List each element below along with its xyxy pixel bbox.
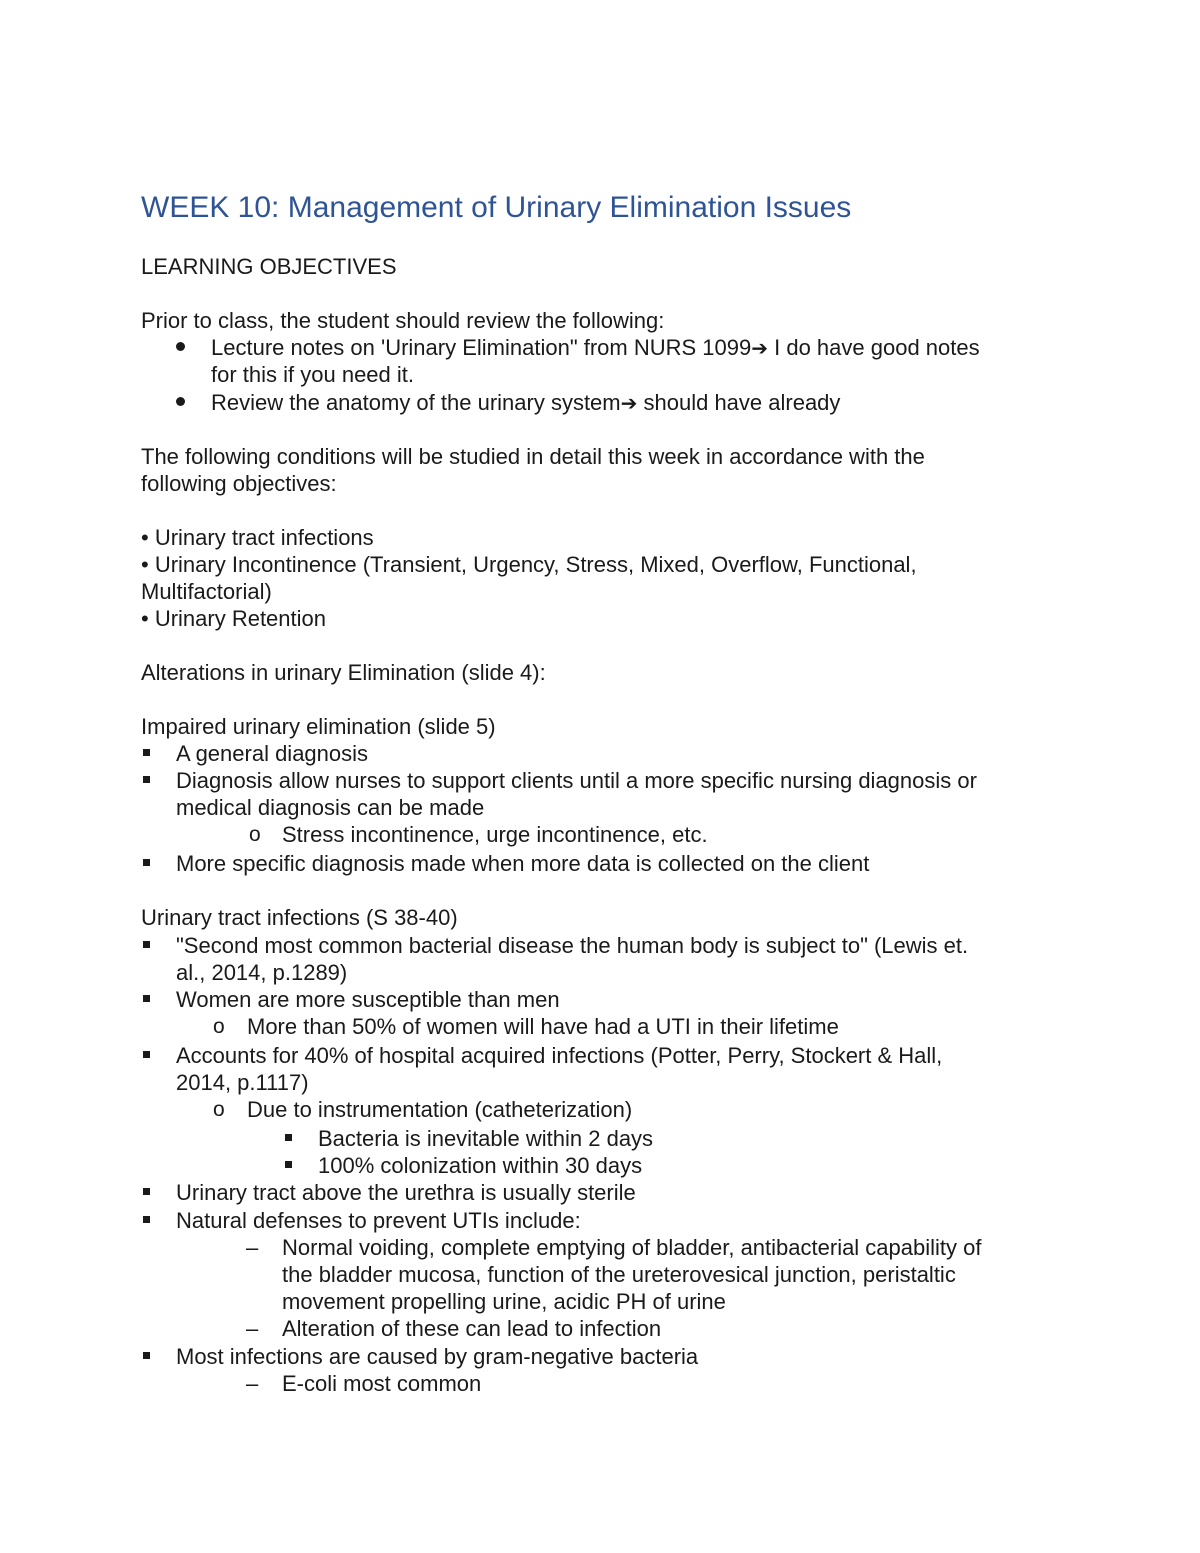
uti-item: Natural defenses to prevent UTIs include: [176, 1208, 581, 1233]
uti-bacteria-note: E-coli most common [282, 1371, 482, 1396]
uti-defense: Alteration of these can lead to infection [282, 1316, 662, 1341]
uti-item: Most infections are caused by gram-negative bacteria [176, 1344, 699, 1369]
condition-item: • Urinary Incontinence (Transient, Urgency, Stress, Mixed, Overflow, Functional, [141, 552, 917, 577]
bullet-square [143, 941, 150, 948]
learning-objectives-heading: LEARNING OBJECTIVES [141, 254, 397, 279]
impaired-subitem: Stress incontinence, urge incontinence, etc. [282, 822, 708, 847]
impaired-item-cont: medical diagnosis can be made [176, 795, 485, 820]
bullet-square [285, 1134, 292, 1141]
uti-heading: Urinary tract infections (S 38-40) [141, 905, 458, 930]
prior-item-1-text: Lecture notes on 'Urinary Elimination" from NURS 1099 [211, 335, 752, 360]
uti-item: Accounts for 40% of hospital acquired infections (Potter, Perry, Stockert & Hall, [176, 1043, 943, 1068]
bullet-square [143, 1051, 150, 1058]
bullet-square [285, 1161, 292, 1168]
uti-defense: Normal voiding, complete emptying of bladder, antibacterial capability of [282, 1235, 982, 1260]
arrow-icon: ➔ [620, 391, 638, 415]
uti-item: Women are more susceptible than men [176, 987, 560, 1012]
arrow-icon: ➔ [751, 336, 769, 360]
prior-item-1-note: I do have good notes [768, 335, 980, 360]
prior-item-1 [211, 334, 980, 362]
bullet-dot [176, 397, 185, 406]
condition-item: • Urinary Retention [141, 606, 327, 631]
bullet-square [143, 859, 150, 866]
page-title: WEEK 10: Management of Urinary Elimination Issues [141, 191, 852, 224]
condition-item-cont: Multifactorial) [141, 579, 272, 604]
prior-item-2 [211, 389, 840, 417]
uti-item: "Second most common bacterial disease the human body is subject to" (Lewis et. [176, 933, 969, 958]
impaired-heading: Impaired urinary elimination (slide 5) [141, 714, 496, 739]
bullet-square [143, 749, 150, 756]
dash-marker: – [246, 1371, 259, 1396]
bullet-square [143, 776, 150, 783]
uti-defense-cont: the bladder mucosa, function of the ureterovesical junction, peristaltic [282, 1262, 956, 1287]
sub-bullet-marker: o [213, 1098, 225, 1121]
uti-item-cont: 2014, p.1117) [176, 1070, 309, 1095]
bullet-square [143, 995, 150, 1002]
prior-item-2-text: Review the anatomy of the urinary system [211, 390, 621, 415]
prior-item-1-cont: for this if you need it. [211, 362, 414, 387]
conditions-intro-1: The following conditions will be studied in detail this week in accordance with the [141, 444, 925, 469]
uti-item: Urinary tract above the urethra is usually sterile [176, 1180, 636, 1205]
bullet-dot [176, 342, 185, 351]
impaired-item: Diagnosis allow nurses to support clients until a more specific nursing diagnosis or [176, 768, 977, 793]
dash-marker: – [246, 1316, 259, 1341]
prior-item-2-note: should have already [637, 390, 841, 415]
uti-item-cont: al., 2014, p.1289) [176, 960, 348, 985]
bullet-square [143, 1188, 150, 1195]
impaired-item: More specific diagnosis made when more data is collected on the client [176, 851, 870, 876]
prior-intro: Prior to class, the student should review the following: [141, 308, 665, 333]
uti-defense-cont: movement propelling urine, acidic PH of urine [282, 1289, 726, 1314]
impaired-item: A general diagnosis [176, 741, 369, 766]
dash-marker: – [246, 1235, 259, 1260]
uti-subsubitem: Bacteria is inevitable within 2 days [318, 1126, 654, 1151]
uti-subsubitem: 100% colonization within 30 days [318, 1153, 643, 1178]
condition-item: • Urinary tract infections [141, 525, 374, 550]
alterations-heading: Alterations in urinary Elimination (slide 4): [141, 660, 546, 685]
bullet-square [143, 1352, 150, 1359]
uti-subitem: Due to instrumentation (catheterization) [247, 1097, 633, 1122]
sub-bullet-marker: o [213, 1015, 225, 1038]
conditions-intro-2: following objectives: [141, 471, 337, 496]
sub-bullet-marker: o [249, 823, 261, 846]
uti-subitem: More than 50% of women will have had a UTI in their lifetime [247, 1014, 839, 1039]
bullet-square [143, 1216, 150, 1223]
